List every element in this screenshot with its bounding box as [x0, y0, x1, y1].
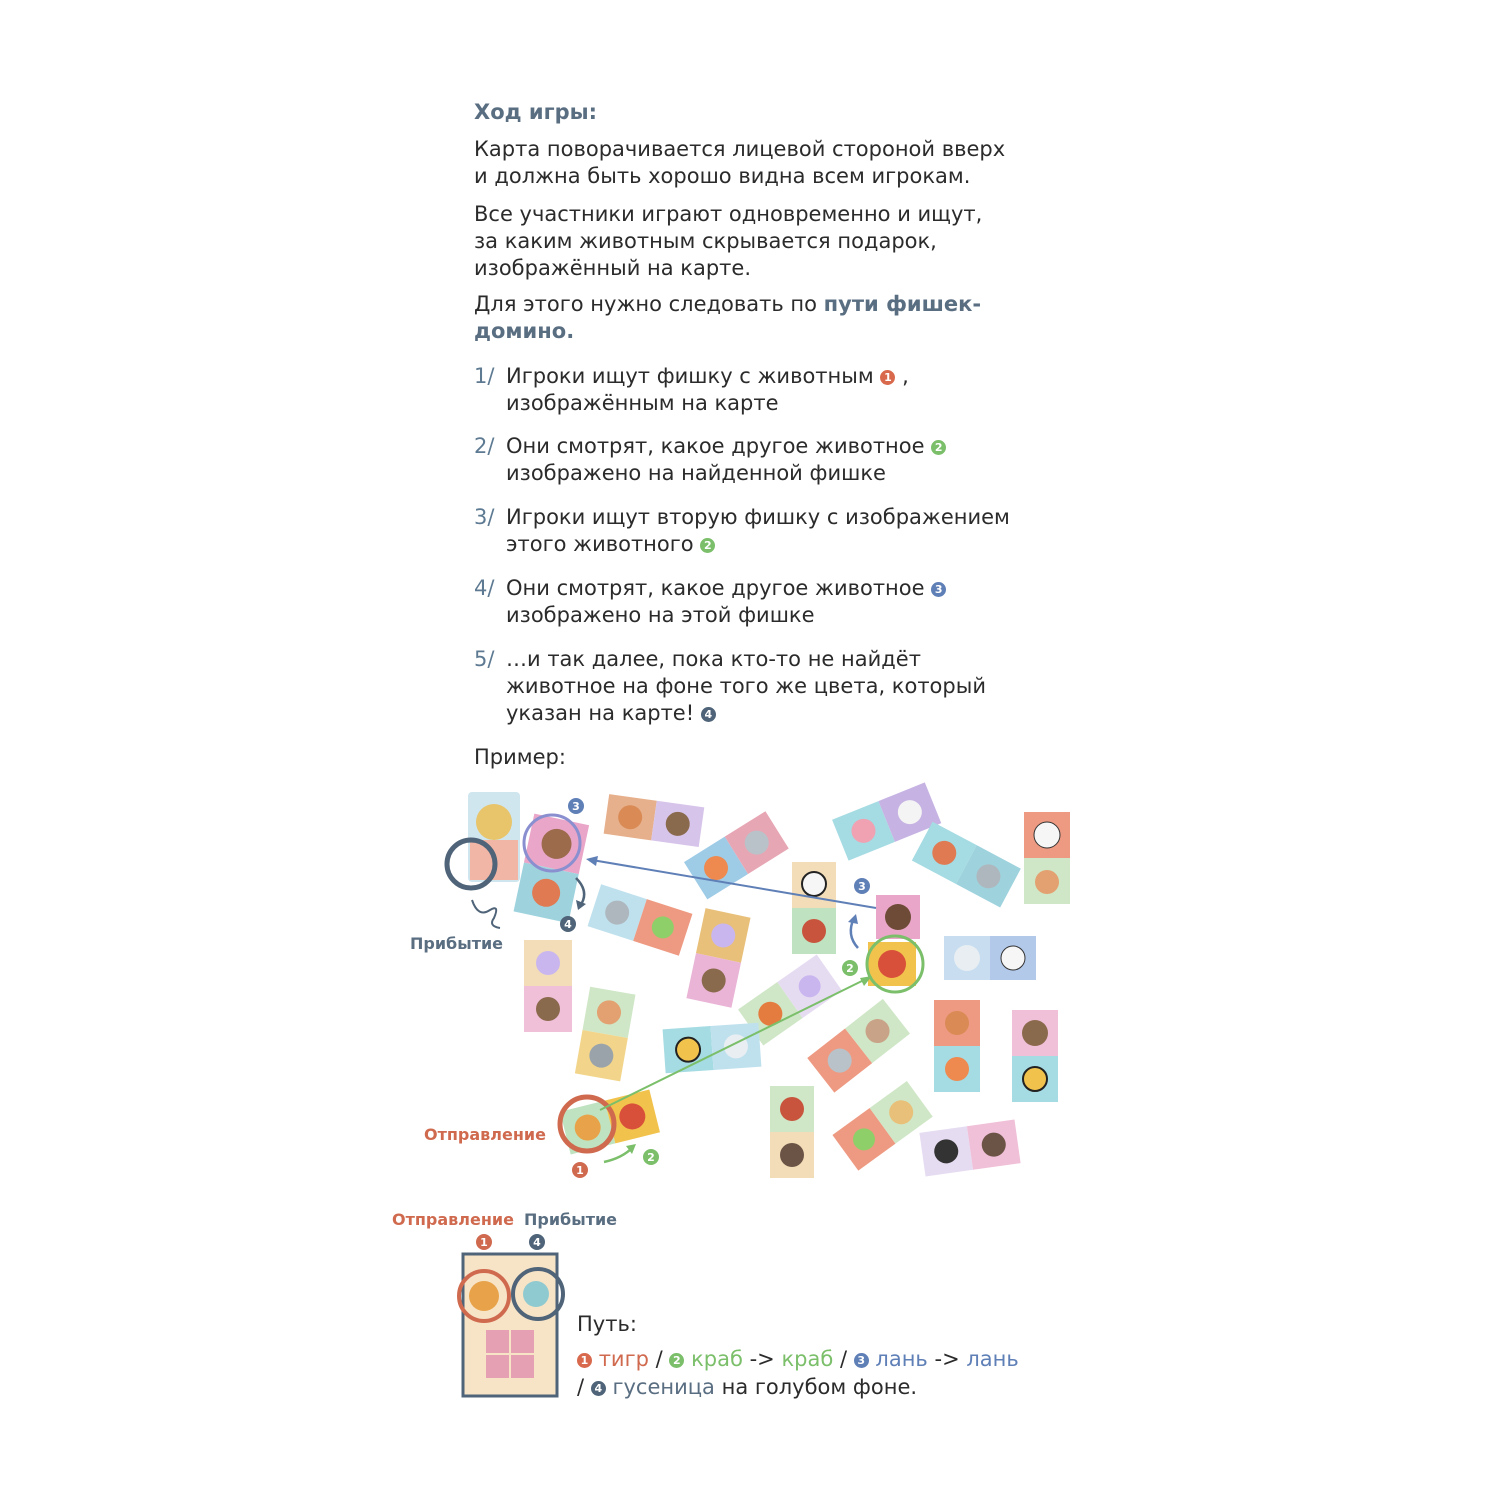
- step-text: изображено на этой фишке: [506, 603, 815, 627]
- badge-1-icon: 1: [577, 1353, 592, 1368]
- path-deer-2: лань: [966, 1347, 1019, 1371]
- badge-3-icon: 3: [931, 582, 946, 597]
- domino-butterfly-hedgehog-b: [524, 940, 572, 1032]
- step-text: Игроки ищут фишку с животным: [506, 364, 874, 388]
- intro-line: за каким животным скрывается подарок,: [474, 229, 937, 253]
- badge-4-icon: 4: [591, 1381, 606, 1396]
- path-tiger: тигр: [598, 1347, 649, 1371]
- badge-4-icon: 4: [701, 707, 716, 722]
- domino-butterfly-hedgehog-a: [686, 908, 750, 1008]
- diagram-badge-3b: 3: [858, 880, 866, 893]
- path-crab: краб: [691, 1347, 743, 1371]
- path-arrow: ->: [742, 1347, 782, 1371]
- badge-3-icon: 3: [854, 1353, 869, 1368]
- domino-dog-snail: [1024, 812, 1070, 904]
- domino-koala-lizard: [588, 884, 693, 956]
- domino-lizard-giraffe: [832, 1081, 932, 1171]
- legend-arrival-label: Прибытие: [524, 1210, 618, 1229]
- domino-deer-small: [876, 895, 920, 939]
- departure-label: Отправление: [424, 1125, 546, 1144]
- legend-card: [459, 1234, 563, 1396]
- arrival-label: Прибытие: [410, 934, 504, 953]
- example-label: Пример:: [474, 745, 566, 769]
- domino-bee-seal: [663, 1023, 762, 1074]
- diagram-badge-4: 4: [564, 918, 572, 931]
- step-text: животное на фоне того же цвета, который: [506, 674, 986, 698]
- step-text: Игроки ищут вторую фишку с изображением: [506, 505, 1010, 529]
- intro-line: Карта поворачивается лицевой стороной вверх: [474, 137, 1006, 161]
- legend-departure-label: Отправление: [392, 1210, 514, 1229]
- domino-bear-bee: [1012, 1010, 1058, 1102]
- intro-accent: домино.: [474, 319, 575, 343]
- diagram-badge-2b: 2: [647, 1151, 655, 1164]
- step-text: …и так далее, пока кто-то не найдёт: [506, 647, 921, 671]
- badge-2-icon: 2: [700, 538, 715, 553]
- path-line-2: [577, 1373, 917, 1401]
- step-suffix: ,: [895, 364, 909, 388]
- path-sep: /: [648, 1347, 670, 1371]
- intro-line: Все участники играют одновременно и ищут,: [474, 202, 983, 226]
- step-number: 5/: [474, 647, 495, 671]
- path-line-1: [577, 1345, 1019, 1373]
- step-text: Они смотрят, какое другое животное: [506, 576, 925, 600]
- path-arrow: ->: [927, 1347, 967, 1371]
- path-sep: /: [833, 1347, 854, 1371]
- intro-line: и должна быть хорошо видна всем игрокам.: [474, 164, 971, 188]
- path-deer: лань: [875, 1347, 928, 1371]
- step-text: этого животного: [506, 532, 694, 556]
- legend-badge-1: 1: [480, 1236, 488, 1249]
- intro-text: Для этого нужно следовать по: [474, 292, 824, 316]
- domino-squirrel-fish: [934, 1000, 980, 1092]
- step-text: указан на карте!: [506, 701, 695, 725]
- section-heading: Ход игры:: [474, 100, 597, 124]
- step-number: 3/: [474, 505, 495, 529]
- path-tail: на голубом фоне.: [714, 1375, 918, 1399]
- badge-2-icon: 2: [669, 1353, 684, 1368]
- step-number: 2/: [474, 434, 495, 458]
- step-number: 4/: [474, 576, 495, 600]
- path-crab-2: краб: [781, 1347, 834, 1371]
- path-sep: /: [577, 1375, 591, 1399]
- step-number: 1/: [474, 364, 495, 388]
- step-text: изображено на найденной фишке: [506, 461, 886, 485]
- intro-accent: пути фишек-: [823, 292, 982, 316]
- diagram-badge-2: 2: [846, 962, 854, 975]
- badge-1-icon: 1: [880, 370, 895, 385]
- step-text: изображённым на карте: [506, 391, 779, 415]
- domino-seal-dog: [944, 936, 1036, 980]
- domino-caterpillar-koala: [912, 822, 1021, 908]
- domino-panda-robin: [792, 862, 836, 954]
- diagram-badge-3: 3: [572, 800, 580, 813]
- domino-crab: [868, 942, 916, 986]
- domino-squirrel-hedgehog: [604, 794, 705, 847]
- badge-2-icon: 2: [931, 440, 946, 455]
- domino-penguin-monkey: [919, 1120, 1020, 1177]
- path-caterpillar: гусеница: [612, 1375, 715, 1399]
- intro-line: изображённый на карте.: [474, 256, 751, 280]
- diagram-badge-1: 1: [576, 1164, 584, 1177]
- legend-badge-4: 4: [533, 1236, 541, 1249]
- domino-robin-monkey: [770, 1086, 814, 1178]
- path-title: Путь:: [577, 1312, 637, 1336]
- domino-mouse-raccoon: [807, 999, 910, 1093]
- step-text: Они смотрят, какое другое животное: [506, 434, 925, 458]
- domino-snail-raccoon: [575, 987, 636, 1082]
